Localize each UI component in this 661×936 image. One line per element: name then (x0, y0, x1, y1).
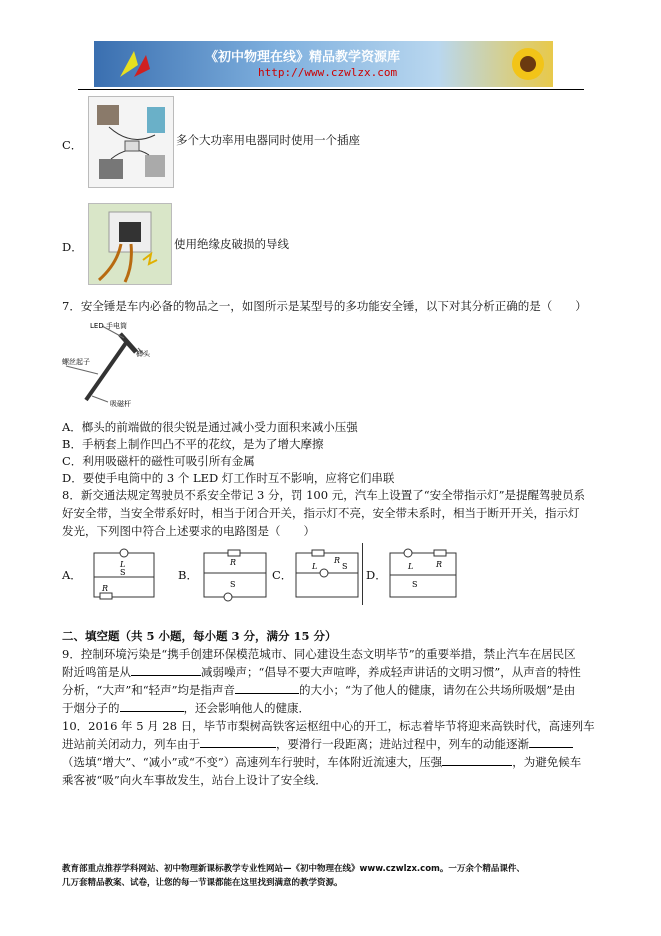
q6-c-text: 多个大功率用电器同时使用一个插座 (176, 133, 360, 147)
q7-magnet-label: 吸磁杆 (110, 400, 131, 408)
q8-line2: 好安全带，当安全带系好时，相当于闭合开关，指示灯不亮，安全带未系时，相当于断开开关，指示灯 (62, 506, 580, 520)
q7-hammer-label: 榔头 (136, 350, 150, 358)
q10-line4: 乘客被“吸”向火车事故发生，站台上设计了安全线． (62, 773, 327, 787)
q9-line2-b: 减弱噪声；“倡导不要大声喧哗，养成轻声讲话的文明习惯”，从声音的特性 (201, 665, 581, 679)
circuit-d-diagram (384, 545, 460, 603)
header-url: http://www.czwlzx.com (258, 66, 398, 79)
circuit-a-resistor-label: R (102, 584, 109, 593)
circuit-c-switch-label: S (342, 562, 348, 571)
q7-stem: 7．安全锤是车内必备的物品之一，如图所示是某型号的多功能安全锤，以下对其分析正确的是（ ） (62, 299, 587, 313)
q6-c-label: C． (62, 138, 83, 152)
circuit-b-diagram (198, 545, 270, 603)
q7-led-label: LED 手电筒 (90, 322, 127, 330)
site-logo-icon (116, 47, 156, 83)
q9-line4-b: ，还会影响他人的健康． (183, 701, 310, 715)
circuit-c-diagram (290, 545, 362, 603)
q7-option-c: C．利用吸磁杆的磁性可吸引所有金属 (62, 454, 255, 468)
q9-line1: 9．控制环境污染是“携手创建环保模范城市、同心建设生态文明毕节”的重要举措，禁止汽车在居民区 (62, 647, 576, 661)
q6-d-text: 使用绝缘皮破损的导线 (174, 237, 289, 251)
q9-blank3[interactable] (120, 699, 184, 712)
circuit-divider (362, 543, 363, 605)
q8-choice-a: A． (62, 568, 82, 582)
q9-line3 (62, 681, 575, 699)
damaged-wire-image (88, 203, 172, 285)
q9-blank1[interactable] (131, 663, 201, 676)
q10-line2-a: 进站前关闭动力，列车由于 (62, 737, 200, 751)
header-title: 《初中物理在线》精品教学资源库 (205, 50, 401, 65)
q10-blank2[interactable] (529, 735, 573, 748)
q9-line3-a: 分析，“大声”和“轻声”均是指声音 (62, 683, 236, 697)
q8-line1: 8．新交通法规定驾驶员不系安全带记 3 分，罚 100 元，汽车上设置了“安全带指示灯”是提醒驾驶员系 (62, 488, 585, 502)
q9-blank2[interactable] (235, 681, 299, 694)
q8-choice-d: D． (366, 568, 387, 582)
circuit-a-diagram (88, 545, 158, 603)
q8-choice-b: B． (178, 568, 198, 582)
sunflower-icon (505, 42, 551, 86)
q10-line3 (62, 753, 581, 771)
circuit-a-lamp-label: L (120, 560, 126, 569)
circuit-c-lamp-label: L (312, 562, 318, 571)
q10-line3-a: （选填“增大”、“减小”或“不变”）高速列车行驶时，车体附近流速大，压强 (62, 755, 443, 769)
q9-line4 (62, 699, 310, 717)
circuit-d-resistor-label: R (436, 560, 443, 569)
q7-screwdriver-label: 螺丝起子 (62, 358, 90, 366)
q9-line2-a: 附近鸣笛是从 (62, 665, 131, 679)
q10-blank3[interactable] (442, 753, 512, 766)
q8-line3: 发光，下列图中符合上述要求的电路图是（ ） (62, 524, 315, 538)
section2-title: 二、填空题（共 5 小题，每小题 3 分，满分 15 分） (62, 629, 337, 643)
appliances-image (88, 96, 174, 188)
header-rule (78, 89, 584, 90)
footer-line2: 几万套精品教案、试卷，让您的每一节课都能在这里找到满意的教学资源。 (62, 878, 343, 888)
circuit-c-resistor-label: R (334, 556, 341, 565)
q10-blank1[interactable] (200, 735, 276, 748)
q7-option-d: D．要使手电筒中的 3 个 LED 灯工作时互不影响，应将它们串联 (62, 471, 395, 485)
q10-line3-b: ，为避免候车 (512, 755, 582, 769)
q10-line1: 10．2016 年 5 月 28 日，毕节市梨树高铁客运枢纽中心的开工，标志着毕节将迎来高铁时代，高速列车 (62, 719, 595, 733)
footer-line1: 教育部重点推荐学科网站、初中物理新课标教学专业性网站—《初中物理在线》www.czwlzx.com。一万余个精品课件、 (62, 864, 525, 874)
q9-line4-a: 于烟分子的 (62, 701, 120, 715)
safety-hammer-image (62, 318, 154, 410)
q6-d-label: D． (62, 240, 83, 254)
circuit-d-lamp-label: L (408, 562, 414, 571)
q7-option-a: A．榔头的前端做的很尖锐是通过减小受力面积来减小压强 (62, 420, 358, 434)
circuit-d-switch-label: S (412, 580, 418, 589)
q10-line2 (62, 735, 573, 753)
q9-line2 (62, 663, 581, 681)
circuit-b-resistor-label: R (230, 558, 237, 567)
q8-choice-c: C． (272, 568, 293, 582)
circuit-b-switch-label: S (230, 580, 236, 589)
circuit-a-switch-label: S (120, 568, 126, 577)
q7-option-b: B．手柄套上制作凹凸不平的花纹，是为了增大摩擦 (62, 437, 324, 451)
q10-line2-b: ，要滑行一段距离；进站过程中，列车的动能逐渐 (276, 737, 529, 751)
q9-line3-b: 的大小；“为了他人的健康，请勿在公共场所吸烟”是由 (299, 683, 576, 697)
